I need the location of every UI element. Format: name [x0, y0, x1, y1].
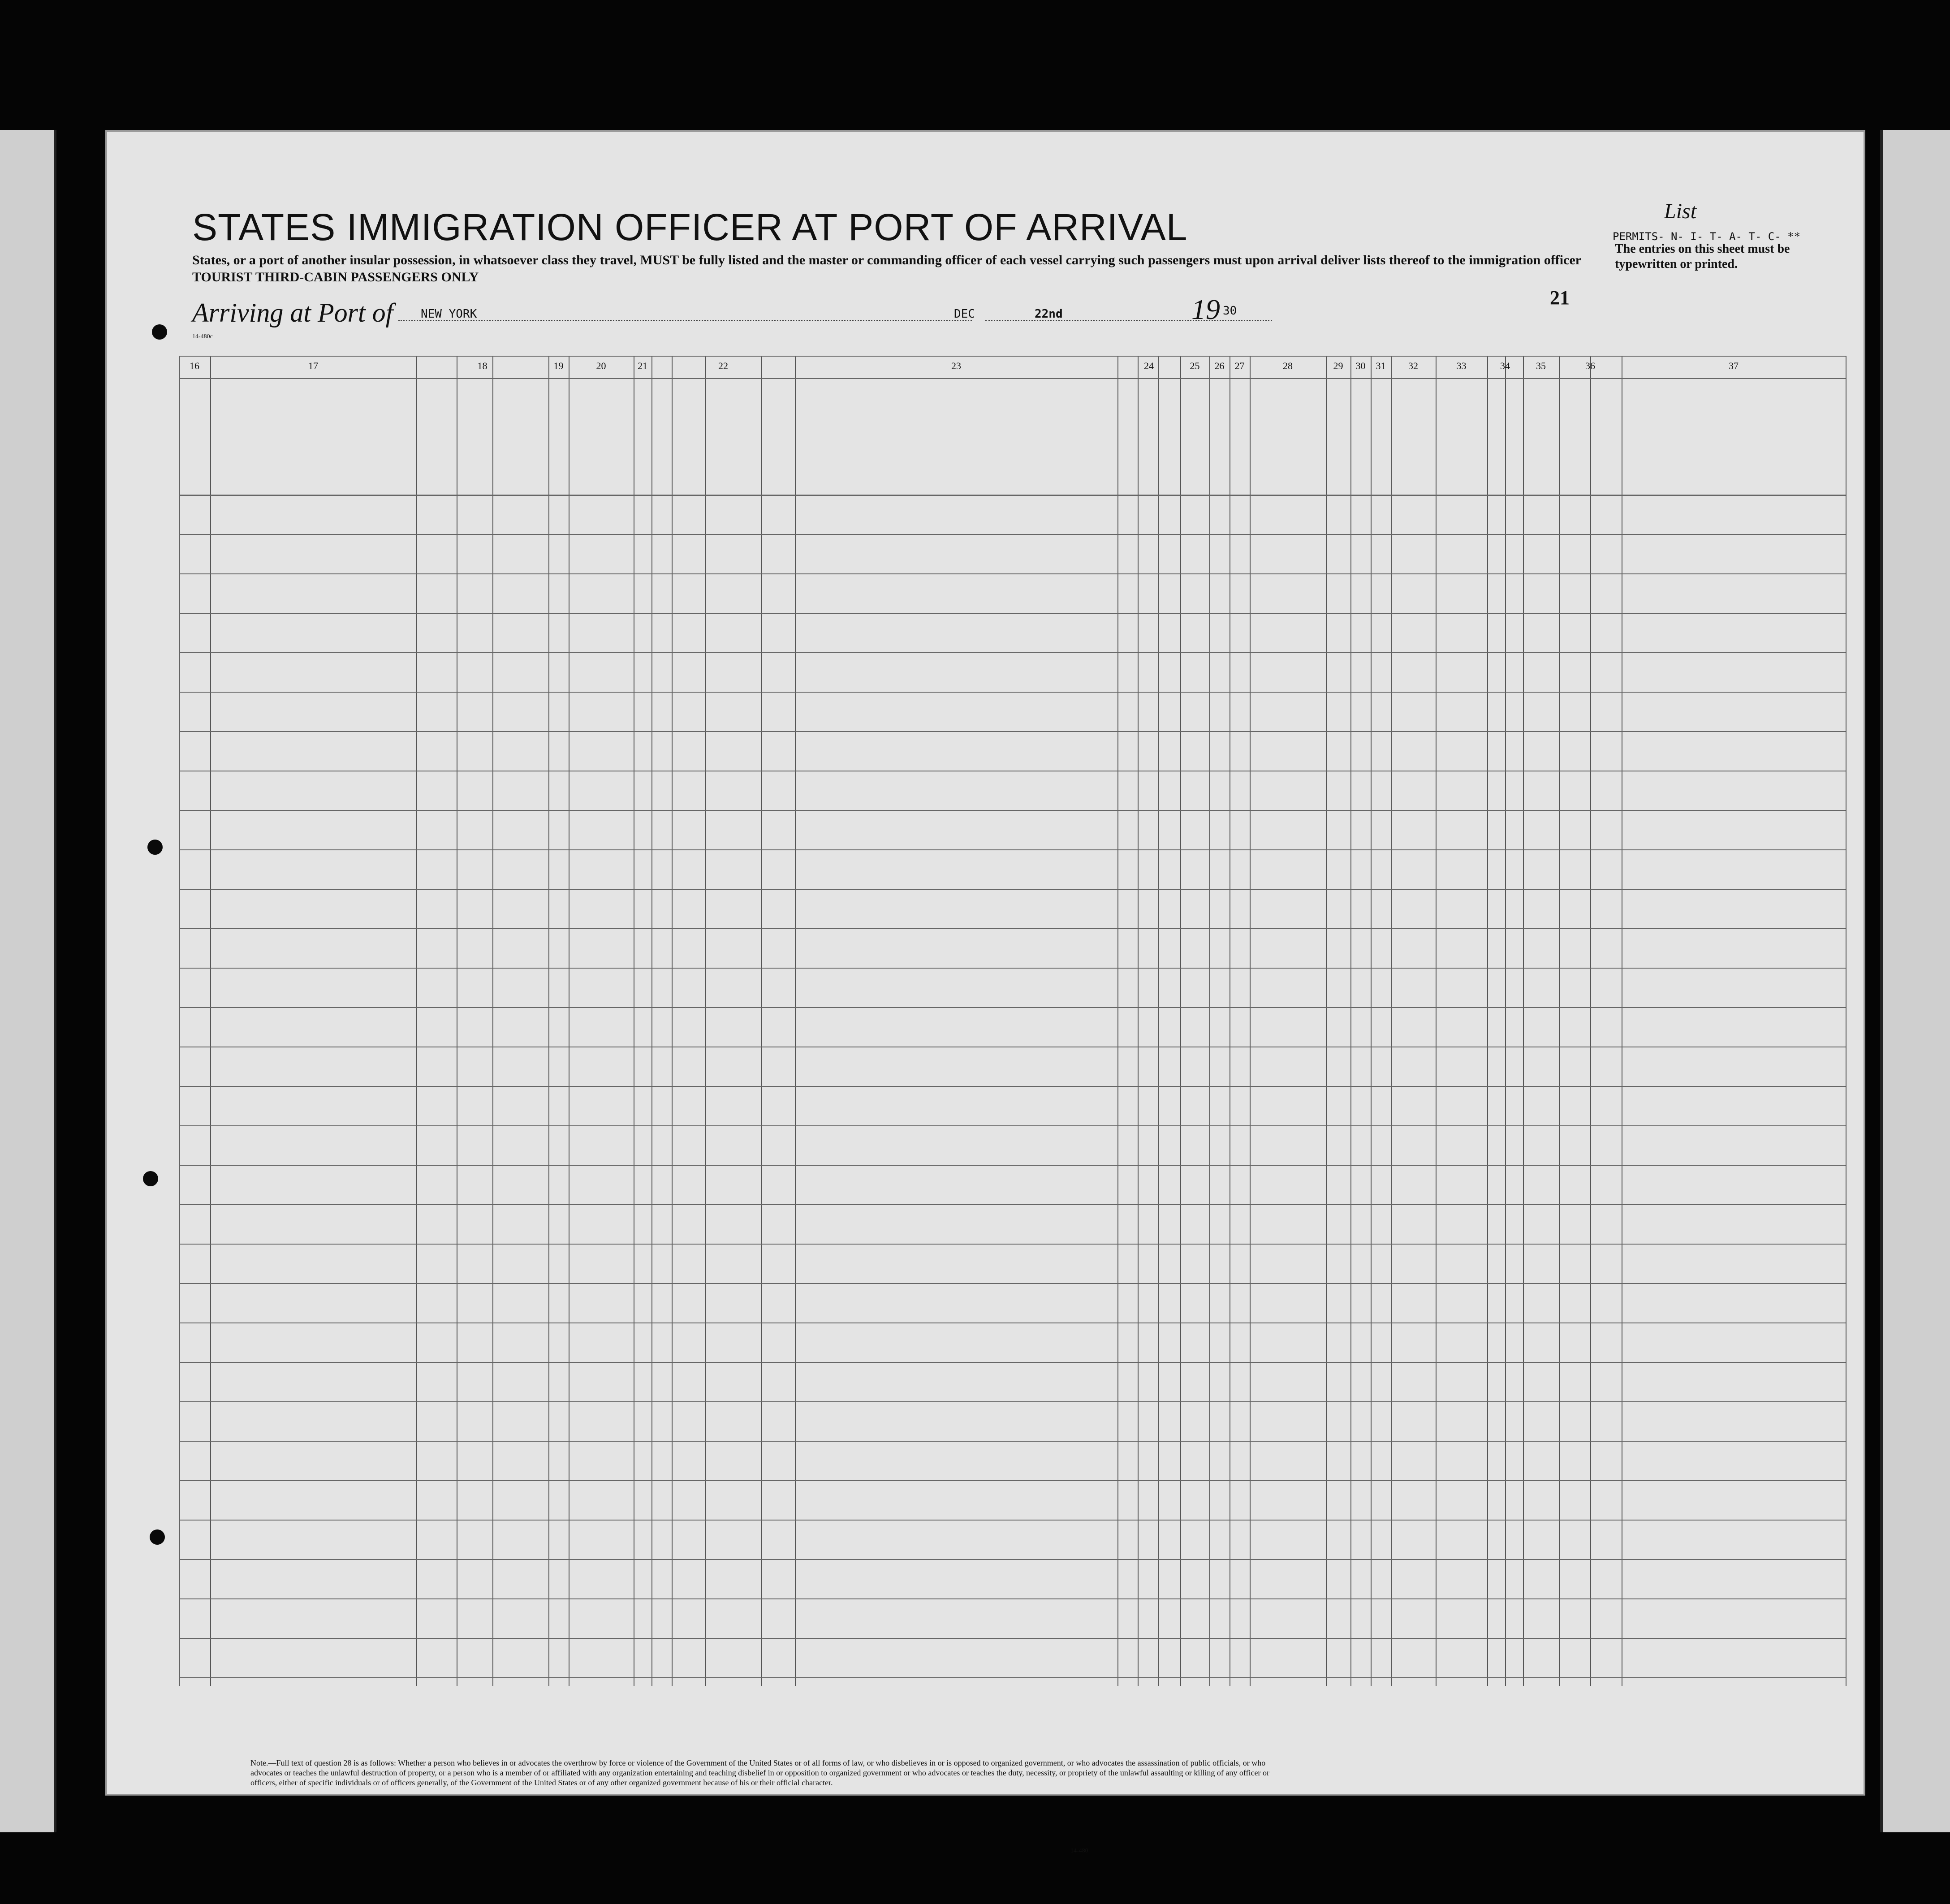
- row-rule: [179, 889, 1846, 890]
- manifest-sheet: [105, 130, 1865, 1854]
- row-rule: [179, 968, 1846, 969]
- year-suffix: 30: [1223, 304, 1237, 318]
- column-number: 36: [1585, 360, 1595, 371]
- column-number: 25: [1190, 360, 1200, 371]
- column-number: 33: [1456, 360, 1467, 371]
- column-number: 19: [553, 360, 564, 371]
- column-rule: [1350, 356, 1351, 1686]
- year-prefix: 19: [1191, 293, 1220, 325]
- column-rule: [1371, 356, 1372, 1686]
- row-rule: [179, 1086, 1846, 1087]
- column-rule: [179, 356, 180, 1686]
- page-number: 21: [1550, 287, 1570, 309]
- row-rule: [179, 1204, 1846, 1205]
- adjacent-page-left: [0, 130, 56, 1832]
- column-rule: [761, 356, 762, 1686]
- column-rule: [1505, 356, 1506, 1686]
- column-number: 32: [1408, 360, 1418, 371]
- port-name: NEW YORK: [421, 307, 477, 321]
- footnote: Note.—Full text of question 28 is as follows: Whether a person who believes in or advocates the overthrow by force or violence of the Government of the United States or of all forms of law, or who disbelieves in or is opposed to organized government, or who advocates the assassination of public officials, or who advocates or teaches the unlawful destruction of property, or a person who is a member of or affiliated with any organization entertaining and teaching disbelief in or opposition to organized government or who advocates or teaches the duty, necessity, or propriety of the unlawful assaulting or killing of any officer or officers, either of specific individuals or of officers generally, of the Government of the United States or of any other organized government because of his or their official character.: [250, 1758, 1269, 1787]
- binder-hole: [150, 1529, 165, 1545]
- row-rule: [179, 1638, 1846, 1639]
- header-class: TOURIST THIRD-CABIN PASSENGERS ONLY: [192, 270, 479, 284]
- column-number: 17: [308, 360, 318, 371]
- column-number: 31: [1376, 360, 1386, 371]
- column-number: 34: [1500, 360, 1510, 371]
- row-rule: [179, 1480, 1846, 1481]
- column-rule: [1138, 356, 1139, 1686]
- row-rule: [179, 1125, 1846, 1126]
- column-rule: [210, 356, 211, 1686]
- row-rule: [179, 849, 1846, 850]
- port-line: [398, 320, 972, 321]
- column-rule: [1391, 356, 1392, 1686]
- column-rule: [795, 356, 796, 1686]
- column-rule: [1326, 356, 1327, 1686]
- row-rule: [179, 1520, 1846, 1521]
- row-rule: [179, 1244, 1846, 1245]
- row-rule: [179, 1165, 1846, 1166]
- column-rule: [651, 356, 652, 1686]
- column-rule: [1250, 356, 1251, 1686]
- typewritten-note: The entries on this sheet must be typewritten or printed.: [1615, 242, 1790, 271]
- column-number: 30: [1355, 360, 1366, 371]
- header-bottom-rule: [179, 495, 1846, 496]
- column-rule: [492, 356, 493, 1686]
- header-rule: [179, 356, 1846, 357]
- row-rule: [179, 573, 1846, 574]
- column-rule: [548, 356, 549, 1686]
- column-number: 18: [477, 360, 488, 371]
- column-number: 29: [1333, 360, 1343, 371]
- row-rule: [179, 1362, 1846, 1363]
- column-rule: [1209, 356, 1210, 1686]
- row-rule: [179, 1007, 1846, 1008]
- column-rule: [705, 356, 706, 1686]
- manifest-table: [179, 356, 1846, 1655]
- row-rule: [179, 1322, 1846, 1323]
- row-rule: [179, 810, 1846, 811]
- column-rule: [1117, 356, 1118, 1686]
- column-rule: [1180, 356, 1181, 1686]
- arriving-label: Arriving at Port of: [192, 298, 393, 327]
- column-number: 23: [951, 360, 961, 371]
- row-rule: [179, 928, 1846, 929]
- row-rule: [179, 1441, 1846, 1442]
- column-number: 27: [1234, 360, 1245, 371]
- column-number: 21: [638, 360, 647, 371]
- binder-hole: [152, 324, 167, 340]
- column-number: 26: [1214, 360, 1225, 371]
- row-rule: [179, 652, 1846, 653]
- column-number: 28: [1283, 360, 1293, 371]
- column-number: 37: [1729, 360, 1739, 371]
- page-title: STATES IMMIGRATION OFFICER AT PORT OF ARRIVAL: [192, 206, 1188, 248]
- row-rule: [179, 534, 1846, 535]
- column-number: 35: [1536, 360, 1546, 371]
- row-rule: [179, 613, 1846, 614]
- column-number: 16: [190, 360, 199, 371]
- column-rule: [1523, 356, 1524, 1686]
- row-rule: [179, 1677, 1846, 1678]
- column-rule: [1158, 356, 1159, 1686]
- row-rule: [179, 1559, 1846, 1560]
- row-rule: [179, 731, 1846, 732]
- column-rule: [672, 356, 673, 1686]
- form-code: 14-480c: [192, 333, 213, 340]
- column-rule: [1487, 356, 1488, 1686]
- permits-code: PERMITS- N- I- T- A- T- C- **: [1613, 230, 1801, 243]
- arrival-day: 22nd: [1035, 307, 1063, 321]
- arrival-month: DEC: [954, 307, 975, 321]
- adjacent-page-right: [1880, 130, 1950, 1832]
- row-rule: [179, 1598, 1846, 1599]
- column-rule: [1590, 356, 1591, 1686]
- row-rule: [179, 1283, 1846, 1284]
- column-number: 24: [1144, 360, 1154, 371]
- binder-hole: [147, 840, 163, 855]
- row-rule: [179, 692, 1846, 693]
- column-rule: [1436, 356, 1437, 1686]
- column-rule: [1559, 356, 1560, 1686]
- column-number: 20: [596, 360, 606, 371]
- column-number: 22: [718, 360, 728, 371]
- row-rule: [179, 1401, 1846, 1402]
- column-rule: [416, 356, 417, 1686]
- date-line: [985, 320, 1272, 321]
- form-code-bottom: 14-480: [1070, 1848, 1088, 1854]
- binder-hole: [143, 1171, 158, 1186]
- header-instruction: States, or a port of another insular possession, in whatsoever class they travel, MUST be fully listed and the master or commanding officer of each vessel carrying such passengers must upon arrival deliver lists thereof to the immigration officer: [192, 253, 1582, 267]
- list-label: List: [1664, 199, 1697, 223]
- header-rule: [179, 378, 1846, 379]
